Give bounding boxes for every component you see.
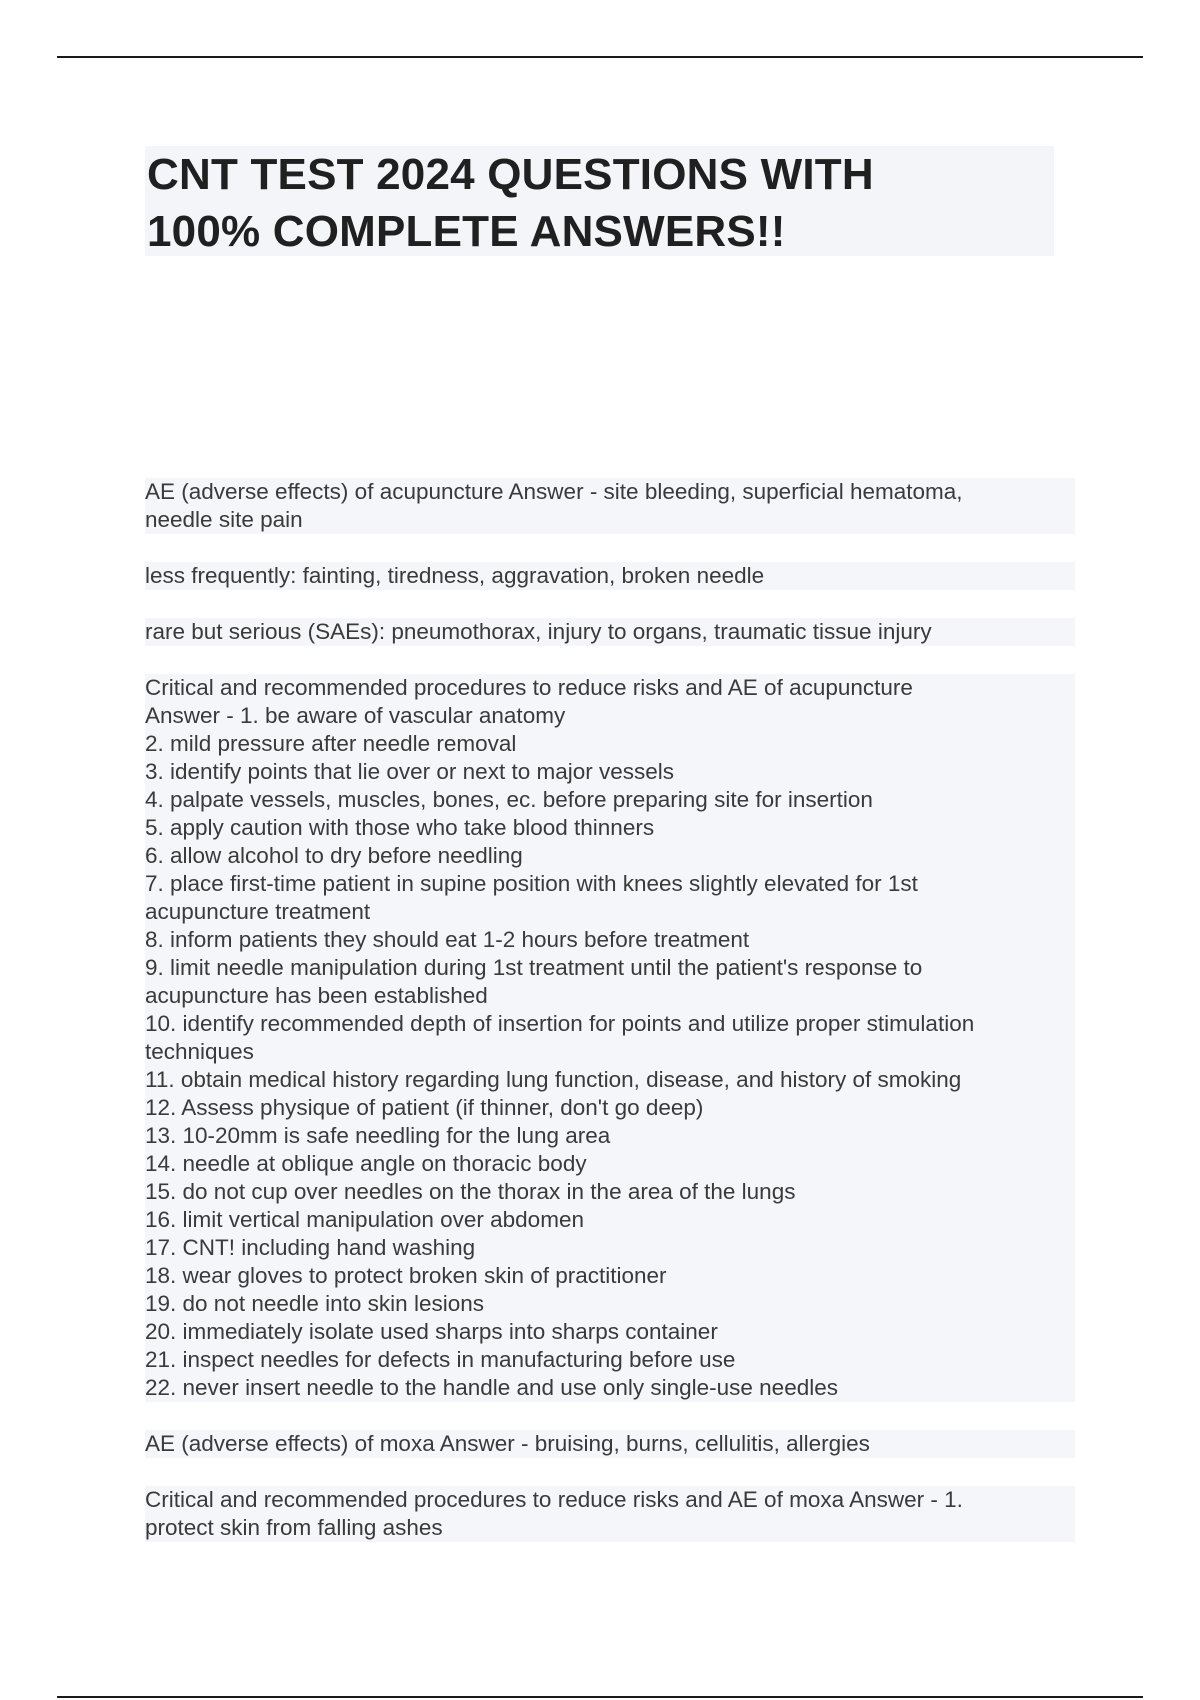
text-line: AE (adverse effects) of moxa Answer - bruising, burns, cellulitis, allergies bbox=[145, 1430, 1075, 1458]
title-line: CNT TEST 2024 QUESTIONS WITH bbox=[147, 150, 874, 199]
list-item: 21. inspect needles for defects in manufacturing before use bbox=[145, 1346, 1075, 1374]
list-item: acupuncture has been established bbox=[145, 982, 1075, 1010]
list-item: 22. never insert needle to the handle and use only single-use needles bbox=[145, 1374, 1075, 1402]
qa-block-acupuncture-procedures bbox=[145, 674, 1075, 1402]
list-item: 9. limit needle manipulation during 1st treatment until the patient's response to bbox=[145, 954, 1075, 982]
text-line: Critical and recommended procedures to reduce risks and AE of acupuncture bbox=[145, 674, 1075, 702]
list-item: 5. apply caution with those who take blood thinners bbox=[145, 814, 1075, 842]
list-item: 4. palpate vessels, muscles, bones, ec. before preparing site for insertion bbox=[145, 786, 1075, 814]
list-item: 14. needle at oblique angle on thoracic body bbox=[145, 1150, 1075, 1178]
list-item: 12. Assess physique of patient (if thinner, don't go deep) bbox=[145, 1094, 1075, 1122]
list-item: 8. inform patients they should eat 1-2 hours before treatment bbox=[145, 926, 1075, 954]
list-item: 13. 10-20mm is safe needling for the lung area bbox=[145, 1122, 1075, 1150]
footer-rule bbox=[57, 1696, 1143, 1698]
list-item: 11. obtain medical history regarding lung function, disease, and history of smoking bbox=[145, 1066, 1075, 1094]
list-item: 10. identify recommended depth of insertion for points and utilize proper stimulation bbox=[145, 1010, 1075, 1038]
header-rule bbox=[57, 56, 1143, 58]
title-line: 100% COMPLETE ANSWERS!! bbox=[147, 207, 786, 256]
list-item: techniques bbox=[145, 1038, 1075, 1066]
text-line: needle site pain bbox=[145, 506, 1075, 534]
list-item: 17. CNT! including hand washing bbox=[145, 1234, 1075, 1262]
qa-block-moxa-procedures bbox=[145, 1486, 1075, 1542]
list-item: 20. immediately isolate used sharps into sharps container bbox=[145, 1318, 1075, 1346]
title-box bbox=[145, 146, 1054, 256]
document-title bbox=[147, 146, 1054, 260]
list-item: 2. mild pressure after needle removal bbox=[145, 730, 1075, 758]
list-item: 19. do not needle into skin lesions bbox=[145, 1290, 1075, 1318]
list-item: 18. wear gloves to protect broken skin of practitioner bbox=[145, 1262, 1075, 1290]
text-line: rare but serious (SAEs): pneumothorax, injury to organs, traumatic tissue injury bbox=[145, 618, 1075, 646]
list-item: 3. identify points that lie over or next to major vessels bbox=[145, 758, 1075, 786]
list-item: 7. place first-time patient in supine position with knees slightly elevated for 1st bbox=[145, 870, 1075, 898]
list-item: 15. do not cup over needles on the thorax in the area of the lungs bbox=[145, 1178, 1075, 1206]
list-item: acupuncture treatment bbox=[145, 898, 1075, 926]
text-line: Critical and recommended procedures to reduce risks and AE of moxa Answer - 1. bbox=[145, 1486, 1075, 1514]
text-line: AE (adverse effects) of acupuncture Answer - site bleeding, superficial hematoma, bbox=[145, 478, 1075, 506]
list-item: 6. allow alcohol to dry before needling bbox=[145, 842, 1075, 870]
text-line: less frequently: fainting, tiredness, aggravation, broken needle bbox=[145, 562, 1075, 590]
qa-block-moxa-ae bbox=[145, 1430, 1075, 1458]
qa-block-rare-serious bbox=[145, 618, 1075, 646]
list-item: 16. limit vertical manipulation over abdomen bbox=[145, 1206, 1075, 1234]
text-line: protect skin from falling ashes bbox=[145, 1514, 1075, 1542]
text-line: Answer - 1. be aware of vascular anatomy bbox=[145, 702, 1075, 730]
qa-block-less-frequently bbox=[145, 562, 1075, 590]
qa-block-acupuncture-ae bbox=[145, 478, 1075, 534]
document-body bbox=[145, 478, 1075, 1570]
